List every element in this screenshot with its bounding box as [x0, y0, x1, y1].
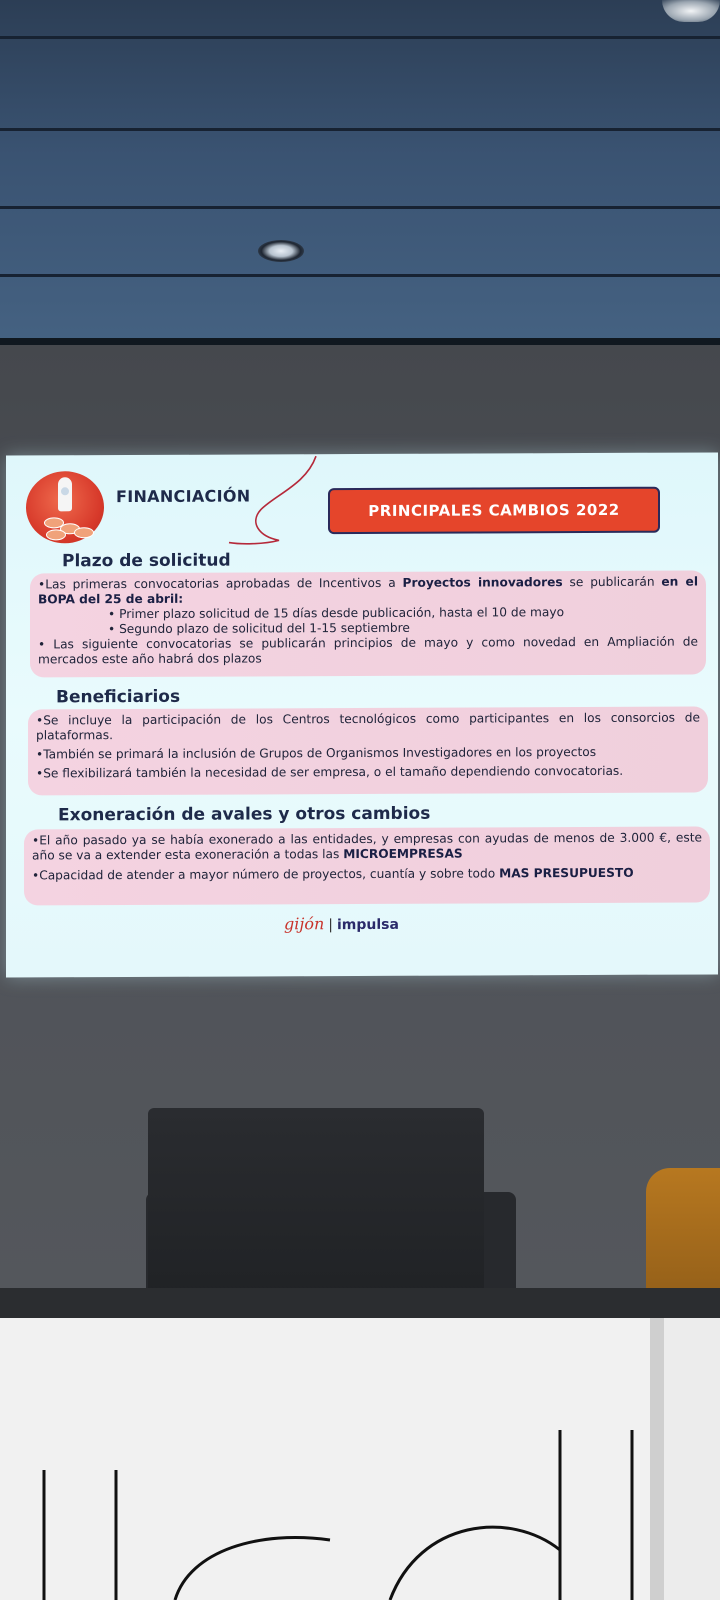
list-item: •Se flexibilizará también la necesidad de ser empresa, o el tamaño dependiendo convocatorias. [36, 763, 624, 781]
changes-banner: PRINCIPALES CAMBIOS 2022 [328, 487, 660, 534]
exoneracion-heading: Exoneración de avales y otros cambios [58, 803, 431, 826]
ceiling-downlight [258, 240, 304, 262]
plazo-box [30, 570, 706, 677]
rocket-icon [26, 471, 104, 543]
beneficiarios-box [28, 706, 708, 795]
gijon-impulsa-logo: gijón | impulsa [284, 914, 399, 934]
lectern-graphic [0, 1430, 720, 1600]
ceiling-seam [0, 206, 720, 209]
section-title: FINANCIACIÓN [116, 486, 251, 507]
plazo-paragraph-2: • Las siguiente convocatorias se publicarán principios de mayo y como novedad en Ampliación de mercados este año habrá dos plazos [38, 634, 698, 667]
list-item: •Se incluye la participación de los Centros tecnológicos como participantes en los consorcios de plataformas. [36, 710, 700, 743]
list-item: • Segundo plazo de solicitud del 1-15 septiembre [108, 620, 410, 637]
exoneracion-box [24, 826, 710, 905]
ceiling-seam [0, 274, 720, 277]
exoneracion-paragraph: •El año pasado ya se había exonerado a las entidades, y empresas con ayudas de menos de 3.000 €, este año se va a extender esta exoneración a todas las MICROEMPRESAS [32, 830, 702, 863]
plazo-paragraph: •Las primeras convocatorias aprobadas de Incentivos a Proyectos innovadores se publicarán en el BOPA del 25 de abril: [38, 574, 698, 607]
plazo-heading: Plazo de solicitud [62, 550, 231, 572]
swirl-decoration [221, 454, 331, 550]
beneficiarios-heading: Beneficiarios [56, 686, 181, 708]
table [0, 1288, 720, 1320]
exoneracion-paragraph-2: •Capacidad de atender a mayor número de proyectos, cuantía y sobre todo MAS PRESUPUESTO [32, 865, 634, 883]
ceiling [0, 0, 720, 345]
list-item: •También se primará la inclusión de Grupos de Organismos Investigadores en los proyectos [36, 744, 597, 762]
list-item: • Primer plazo solicitud de 15 días desde publicación, hasta el 10 de mayo [108, 605, 565, 622]
ceiling-seam [0, 36, 720, 39]
ceiling-edge [0, 338, 720, 345]
ceiling-seam [0, 128, 720, 131]
projected-slide [6, 452, 718, 977]
